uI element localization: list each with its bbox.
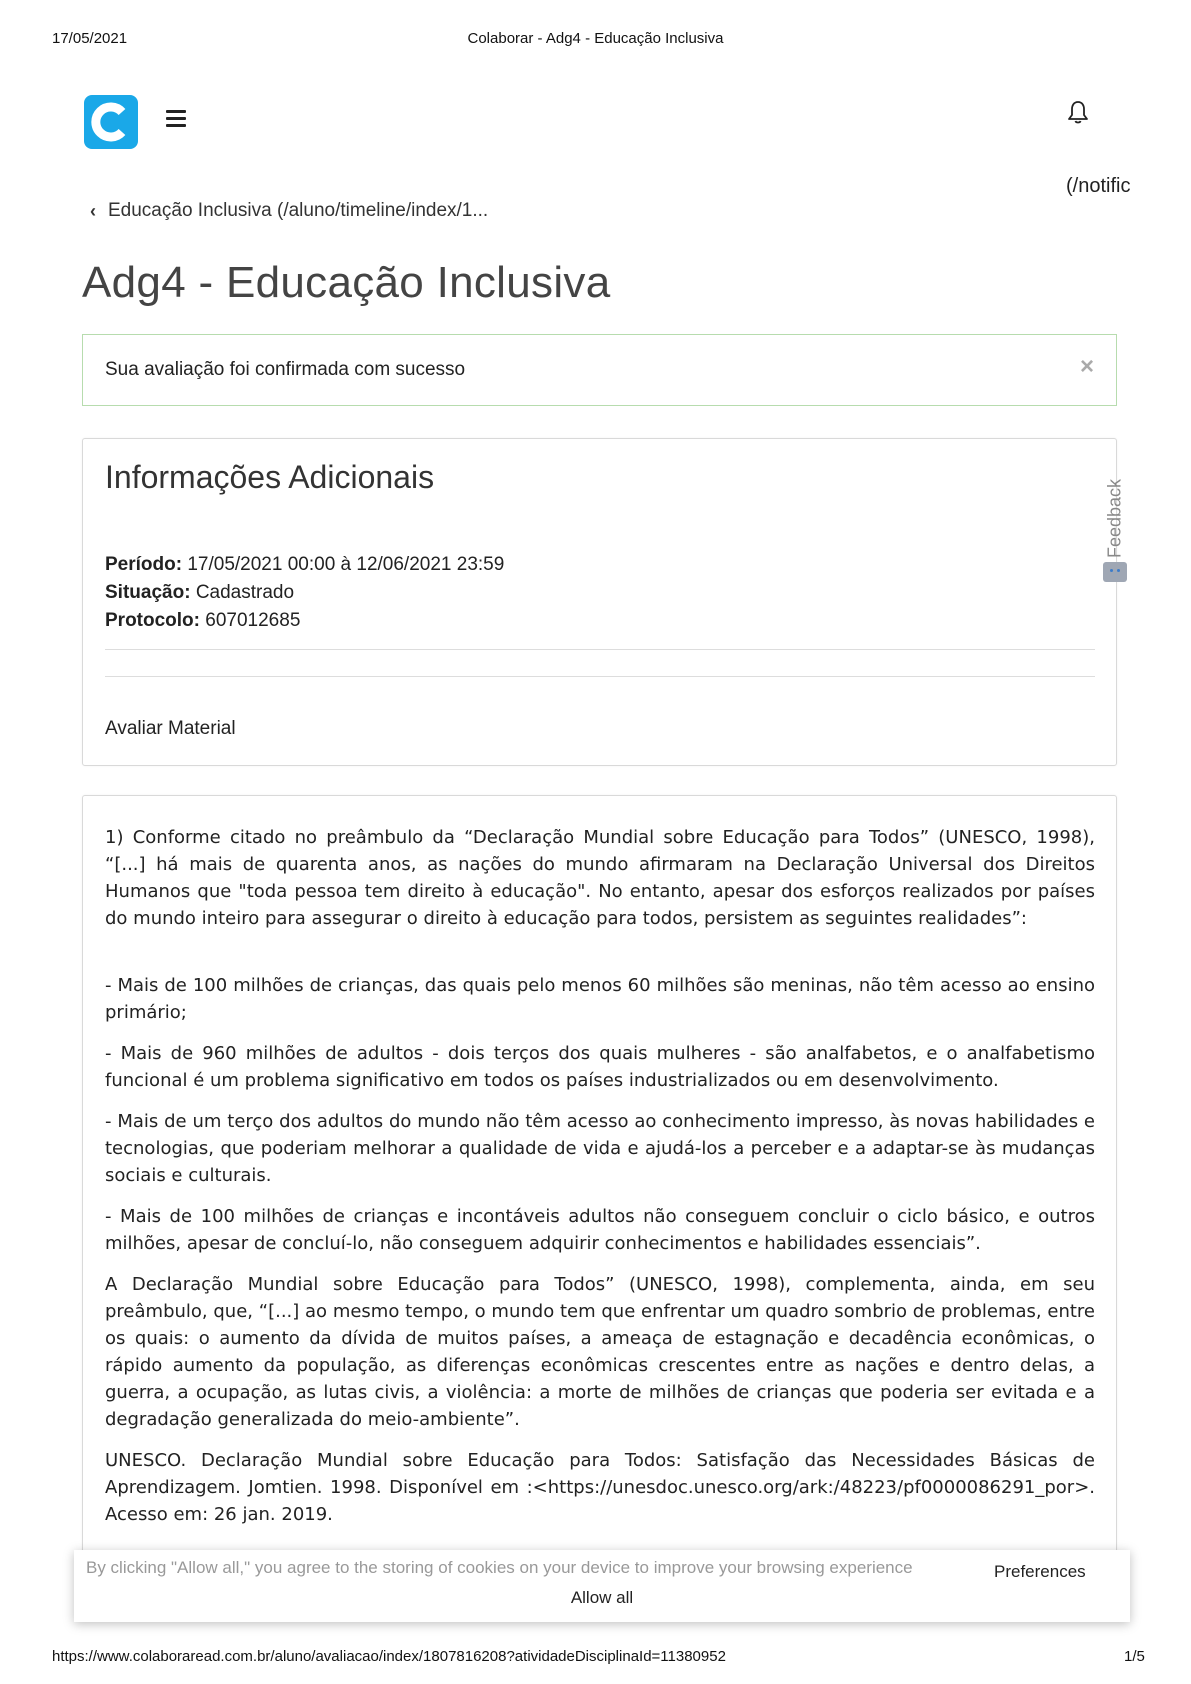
question-paragraph: - Mais de 960 milhões de adultos - dois terços dos quais mulheres - são analfabetos, e o analfabetismo funcional é um problema significativo em todos os países industrializados ou em desenvolvimento. (105, 1043, 1095, 1091)
question-paragraph: A Declaração Mundial sobre Educação para Todos” (UNESCO, 1998), complementa, ainda, em seu preâmbulo, que, “[...] ao mesmo tempo, o mundo tem que enfrentar um quadro sombrio de problemas, entre os quais: o aumento da dívida de muitos países, a ameaça de estagnação e decadência econômicas, o rápido aumento da população, as diferenças econômicas crescentes entre as nações e dentro delas, a guerra, a ocupação, as lutas civis, a violência: a morte de milhões de crianças que poderia ser evitada e a degradação generalizada do meio-ambiente”. (105, 1274, 1095, 1430)
print-document-title: Colaborar - Adg4 - Educação Inclusiva (467, 30, 724, 47)
question-paragraph: - Mais de um terço dos adultos do mundo não têm acesso ao conhecimento impresso, às novas habilidades e tecnologias, que poderiam melhorar a qualidade de vida e ajudá-los a perceber e a adaptar-se às mudanças sociais e culturais. (105, 1111, 1095, 1186)
question-body (105, 824, 1095, 1542)
question-paragraph: - Mais de 100 milhões de crianças e incontáveis adultos não conseguem concluir o ciclo básico, e outros milhões, apesar de concluí-lo, não conseguem adquirir conhecimentos e habilidades essenciais”. (105, 1206, 1095, 1254)
cookie-message: By clicking "Allow all," you agree to the storing of cookies on your device to improve your browsing experience (86, 1558, 913, 1577)
breadcrumb[interactable] (90, 200, 488, 222)
feedback-label: Feedback (1104, 478, 1125, 559)
protocolo-line (105, 607, 504, 635)
feedback-tab[interactable] (1100, 458, 1130, 598)
periodo-value: 17/05/2021 00:00 à 12/06/2021 23:59 (187, 554, 505, 575)
allow-all-button[interactable]: Allow all (570, 1588, 634, 1607)
close-icon[interactable]: × (1079, 353, 1094, 380)
info-details (105, 551, 504, 635)
bell-icon[interactable] (1066, 99, 1090, 125)
info-card-title: Informações Adicionais (105, 459, 435, 495)
print-footer-url: https://www.colaboraread.com.br/aluno/avaliacao/index/1807816208?atividadeDisciplinaId=11380952 (52, 1648, 726, 1665)
feedback-face-icon (1103, 562, 1127, 582)
question-card (82, 795, 1117, 1575)
print-page-number: 1/5 (1124, 1648, 1145, 1665)
print-date: 17/05/2021 (52, 30, 128, 47)
colaborar-logo-icon[interactable] (84, 95, 138, 149)
question-paragraph: 1) Conforme citado no preâmbulo da “Declaração Mundial sobre Educação para Todos” (UNESCO, 1998), “[...] há mais de quarenta anos, as nações do mundo afirmaram na Declaração Universal dos Direitos Humanos que "toda pessoa tem direito à educação". No entanto, apesar dos esforços realizados por países do mundo inteiro para assegurar o direito à educação para todos, persistem as seguintes realidades”: (105, 827, 1095, 929)
page-title: Adg4 - Educação Inclusiva (82, 258, 611, 307)
protocolo-label: Protocolo: (105, 610, 200, 631)
situacao-line (105, 579, 504, 607)
periodo-label: Período: (105, 554, 183, 575)
question-paragraph: - Mais de 100 milhões de crianças, das quais pelo menos 60 milhões são meninas, não têm acesso ao ensino primário; (105, 975, 1095, 1023)
breadcrumb-link[interactable]: Educação Inclusiva (/aluno/timeline/index/1... (108, 200, 489, 221)
preferences-button[interactable]: Preferences (994, 1562, 1086, 1581)
cookie-banner (74, 1550, 1130, 1622)
avaliar-material-link[interactable]: Avaliar Material (105, 718, 236, 739)
situacao-value: Cadastrado (195, 582, 295, 603)
question-reference: UNESCO. Declaração Mundial sobre Educação para Todos: Satisfação das Necessidades Básicas de Aprendizagem. Jomtien. 1998. Disponível em :<https://unesdoc.unesco.org/ark:/48223/pf0000086291_por>. Acesso em: 26 jan. 2019. (105, 1450, 1095, 1525)
alert-message: Sua avaliação foi confirmada com sucesso (105, 359, 466, 380)
divider (105, 676, 1095, 677)
protocolo-value: 607012685 (205, 610, 301, 631)
notifications-link[interactable]: (/notific (1066, 175, 1131, 197)
hamburger-menu-icon[interactable] (166, 110, 186, 130)
divider (105, 649, 1095, 650)
situacao-label: Situação: (105, 582, 191, 603)
additional-info-card (82, 438, 1117, 766)
success-alert (82, 334, 1117, 406)
chevron-left-icon: ‹ (90, 200, 96, 221)
periodo-line (105, 551, 504, 579)
